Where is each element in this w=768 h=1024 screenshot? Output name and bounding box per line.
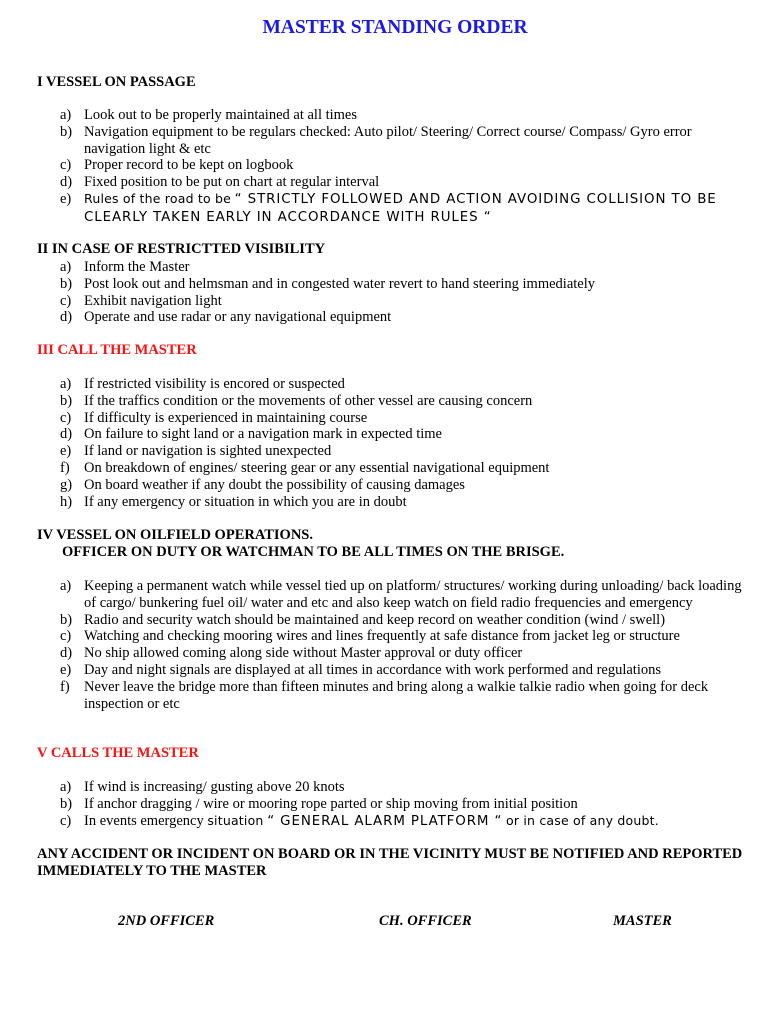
list-item [0, 107, 768, 124]
item-text: On failure to sight land or a navigation mark in expected time [84, 426, 442, 443]
list-item [0, 124, 768, 158]
section-list-calls-the-master [0, 779, 768, 830]
item-letter: b) [60, 123, 73, 140]
item-letter: f) [60, 459, 70, 476]
list-item [0, 679, 768, 713]
section-list-restricted-visibility [0, 259, 768, 326]
item-text: If the traffics condition or the movements of other vessel are causing concern [84, 392, 533, 409]
list-item [0, 612, 768, 629]
list-item [0, 309, 768, 326]
item-text: Post look out and helmsman and in congested water revert to hand steering immediately [84, 275, 595, 292]
item-letter: a) [60, 107, 72, 123]
list-item [0, 779, 768, 796]
item-letter: e) [60, 190, 72, 207]
list-item [0, 578, 768, 612]
item-text: If anchor dragging / wire or mooring rope parted or ship moving from initial position [84, 795, 578, 812]
item-letter: a) [60, 376, 72, 392]
item-text: If any emergency or situation in which you are in doubt [84, 493, 407, 510]
item-letter: a) [60, 259, 72, 275]
item-text: Day and night signals are displayed at all times in accordance with work performed and regulations [84, 661, 661, 678]
list-item [0, 443, 768, 460]
item-text: No ship allowed coming along side without Master approval or duty officer [84, 645, 523, 662]
item-letter: b) [60, 795, 73, 812]
item-text: Operate and use radar or any navigational equipment [84, 309, 392, 326]
list-item [0, 813, 768, 831]
item-text: Proper record to be kept on logbook [84, 157, 294, 174]
list-item [0, 174, 768, 191]
section-heading-oilfield-operations: IV VESSEL ON OILFIELD OPERATIONS. [37, 527, 313, 543]
list-item [0, 460, 768, 477]
item-letter: g) [60, 476, 73, 493]
item-letter: d) [60, 426, 73, 443]
section-heading-call-the-master: III CALL THE MASTER [37, 342, 197, 358]
item-text: If land or navigation is sighted unexpected [84, 443, 332, 460]
accident-notice: ANY ACCIDENT OR INCIDENT ON BOARD OR IN THE VICINITY MUST BE NOTIFIED AND REPORTED IMMEDIATELY TO THE MASTER [37, 846, 743, 879]
item-letter: b) [60, 275, 73, 292]
list-item [0, 393, 768, 410]
item-text: Keeping a permanent watch while vessel tied up on platform/ structures/ working during unloading/ back loading of cargo/ bunkering fuel oil/ water and etc and also keep watch on field radio frequencies and emergency [84, 578, 742, 611]
item-text: If restricted visibility is encored or suspected [84, 376, 345, 392]
item-text: Exhibit navigation light [84, 292, 222, 309]
item-letter: c) [60, 409, 72, 426]
item-text: Inform the Master [84, 259, 190, 275]
item-text: Fixed position to be put on chart at regular interval [84, 174, 380, 191]
item-text: On breakdown of engines/ steering gear or any essential navigational equipment [84, 459, 550, 476]
list-item [0, 628, 768, 645]
item-letter: a) [60, 779, 72, 795]
section-heading-vessel-on-passage: I VESSEL ON PASSAGE [37, 74, 196, 90]
item-letter: d) [60, 309, 73, 326]
item-text-prefix: Rules of the road to be [84, 190, 232, 206]
list-item [0, 662, 768, 679]
item-letter: b) [60, 611, 73, 628]
item-text [84, 191, 717, 225]
signature-chief-officer: CH. OFFICER [379, 913, 472, 929]
list-item [0, 293, 768, 310]
item-text: If difficulty is experienced in maintaining course [84, 409, 368, 426]
item-text: Look out to be properly maintained at all times [84, 107, 358, 123]
item-letter: e) [60, 661, 72, 678]
list-item [0, 477, 768, 494]
list-item [0, 645, 768, 662]
item-letter: f) [60, 678, 70, 695]
item-letter: c) [60, 292, 72, 309]
list-item [0, 259, 768, 276]
item-letter: c) [60, 157, 72, 174]
list-item [0, 191, 768, 227]
list-item [0, 157, 768, 174]
signature-second-officer: 2ND OFFICER [118, 913, 215, 929]
item-text: If wind is increasing/ gusting above 20 knots [84, 779, 345, 795]
item-letter: c) [60, 628, 72, 645]
list-item [0, 426, 768, 443]
item-text-prefix: In events emergency [84, 812, 204, 829]
item-text-situation: situation [207, 812, 264, 828]
item-text [84, 813, 659, 829]
section-list-vessel-on-passage [0, 107, 768, 227]
section-heading-restricted-visibility: II IN CASE OF RESTRICTTED VISIBILITY [37, 241, 326, 257]
item-letter: a) [60, 578, 72, 594]
item-letter: c) [60, 812, 72, 829]
item-text: Never leave the bridge more than fifteen minutes and bring along a walkie talkie radio when going for deck inspection or etc [84, 678, 709, 712]
section-list-oilfield-operations [0, 578, 768, 712]
item-letter: b) [60, 392, 73, 409]
item-text: Watching and checking mooring wires and lines frequently at safe distance from jacket leg or structure [84, 628, 680, 645]
item-text-quote: “ STRICTLY FOLLOWED AND ACTION AVOIDING COLLISION TO BE CLEARLY TAKEN EARLY IN ACCORDANCE WITH RULES “ [84, 191, 717, 225]
list-item [0, 276, 768, 293]
item-text: Navigation equipment to be regulars checked: Auto pilot/ Steering/ Correct course/ Compass/ Gyro error navigation light & etc [84, 123, 692, 157]
item-letter: d) [60, 645, 73, 662]
signature-master: MASTER [613, 913, 672, 929]
item-letter: e) [60, 443, 72, 460]
list-item [0, 376, 768, 393]
list-item [0, 494, 768, 511]
list-item [0, 796, 768, 813]
section-list-call-the-master [0, 376, 768, 510]
item-letter: d) [60, 174, 73, 191]
item-text: On board weather if any doubt the possibility of causing damages [84, 476, 465, 493]
item-text-tail: or in case of any doubt. [506, 812, 659, 828]
section-subheading-officer-on-duty: OFFICER ON DUTY OR WATCHMAN TO BE ALL TIMES ON THE BRISGE. [62, 544, 565, 560]
document-title: MASTER STANDING ORDER [262, 17, 528, 38]
section-heading-calls-the-master: V CALLS THE MASTER [37, 745, 199, 761]
list-item [0, 410, 768, 427]
item-text-quote: “ GENERAL ALARM PLATFORM “ [267, 813, 503, 829]
item-letter: h) [60, 493, 73, 510]
item-text: Radio and security watch should be maintained and keep record on weather condition (wind / swell) [84, 611, 666, 628]
